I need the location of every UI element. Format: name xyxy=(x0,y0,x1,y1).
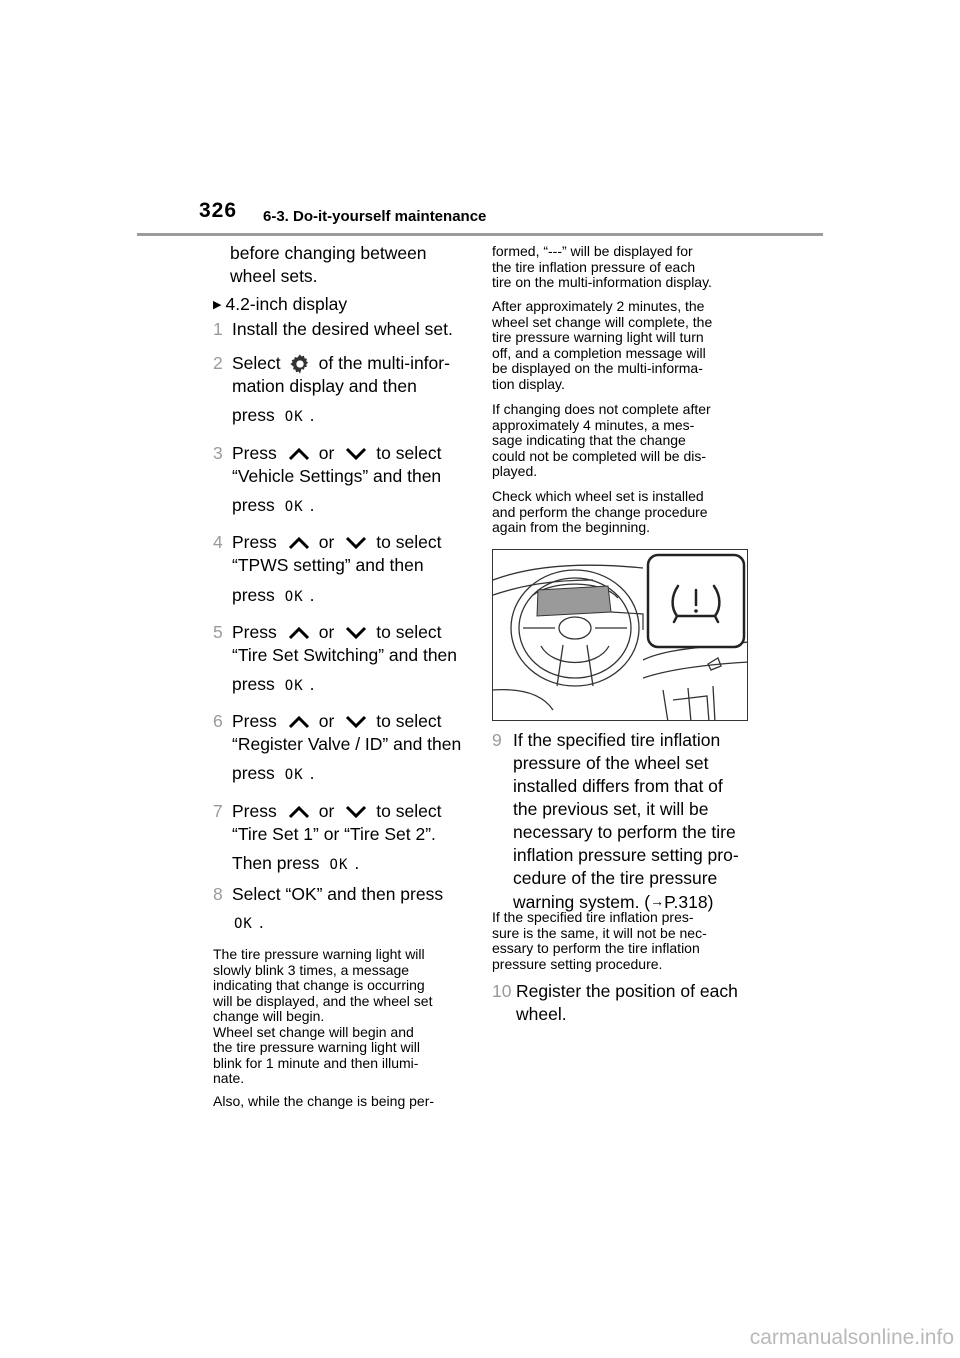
step-text: to select xyxy=(376,443,442,463)
right-para-4 xyxy=(492,489,708,536)
step-text: or xyxy=(318,532,335,552)
step-text: press xyxy=(232,495,275,515)
para-line: again from the beginning. xyxy=(492,519,650,535)
step-text: warning system. ( xyxy=(513,892,651,912)
para-line: tion display. xyxy=(492,375,565,392)
step-number: 2 xyxy=(213,353,223,373)
para-line: sure is the same, it will not be nec- xyxy=(492,924,707,941)
step-text: Then press xyxy=(232,853,320,873)
para-line: wheel set change will complete, the xyxy=(492,313,713,330)
step-text: to select xyxy=(376,622,442,642)
ok-button-icon: OK xyxy=(284,409,304,425)
step-text: press xyxy=(232,763,275,783)
ok-button-icon: OK xyxy=(284,678,304,694)
note-line: indicating that change is occurring xyxy=(213,977,425,993)
ok-button-icon: OK xyxy=(284,589,304,605)
step-text: . xyxy=(258,912,264,932)
step-text: press xyxy=(232,674,275,694)
note-line: slowly blink 3 times, a message xyxy=(213,961,410,978)
step-number: 3 xyxy=(213,443,223,463)
step-text: or xyxy=(318,711,335,731)
step-text: pressure of the wheel set xyxy=(513,753,709,773)
step-text: “TPWS setting” and then xyxy=(232,555,424,575)
step-number: 7 xyxy=(213,801,223,821)
step-text: If the specified tire inflation xyxy=(513,730,721,750)
step-text: press xyxy=(232,405,275,425)
note-line: The tire pressure warning light will xyxy=(213,946,425,962)
note-line: will be displayed, and the wheel set xyxy=(213,992,433,1009)
step-text: inflation pressure setting pro- xyxy=(513,845,739,865)
step-text: “Tire Set 1” or “Tire Set 2”. xyxy=(232,824,436,844)
header-rule xyxy=(137,233,823,236)
step-text: to select xyxy=(376,801,442,821)
para-line: After approximately 2 minutes, the xyxy=(492,298,705,314)
note-line: the tire pressure warning light will xyxy=(213,1039,420,1055)
step-text: Press xyxy=(232,801,277,821)
para-line: could not be completed will be dis- xyxy=(492,447,707,464)
step-number: 5 xyxy=(213,622,223,642)
step-text: “Register Valve / ID” and then xyxy=(232,734,462,754)
para-line: played. xyxy=(492,463,538,479)
step-text: cedure of the tire pressure xyxy=(513,868,718,888)
display-heading-text: 4.2-inch display xyxy=(225,294,348,314)
step-text: or xyxy=(318,443,335,463)
step-text: necessary to perform the tire xyxy=(513,822,736,842)
intro-line-2: wheel sets. xyxy=(230,266,318,286)
para-line: approximately 4 minutes, a mes- xyxy=(492,416,695,433)
para-line: sage indicating that the change xyxy=(492,432,686,448)
ok-button-icon: OK xyxy=(284,499,304,515)
right-para-2 xyxy=(492,299,712,392)
step-text: . xyxy=(309,674,315,694)
step-number: 8 xyxy=(213,884,223,904)
step-text: Press xyxy=(232,532,277,552)
note-line: nate. xyxy=(213,1070,245,1086)
step-text: Press xyxy=(232,711,277,731)
ok-button-icon: OK xyxy=(284,767,304,783)
note-line: blink for 1 minute and then illumi- xyxy=(213,1054,419,1071)
watermark: carmanualsonline.info xyxy=(749,1326,954,1349)
step-text: “Vehicle Settings” and then xyxy=(232,466,442,486)
step-text: Press xyxy=(232,622,277,642)
page-reference-link[interactable]: P.318) xyxy=(664,892,714,912)
step-2 xyxy=(213,352,450,375)
step-number: 10 xyxy=(492,981,512,1001)
step-text: or xyxy=(318,801,335,821)
right-para-3 xyxy=(492,402,711,480)
gear-icon xyxy=(289,353,311,375)
step-number: 4 xyxy=(213,532,223,552)
chevron-up-icon xyxy=(287,805,311,819)
step-1 xyxy=(213,318,453,341)
para-line: If changing does not complete after xyxy=(492,401,711,417)
steering-wheel-drawing xyxy=(493,550,748,721)
step-text: . xyxy=(309,405,315,425)
para-line: formed, “---” will be displayed for xyxy=(492,243,693,259)
page-number: 326 xyxy=(199,199,238,222)
chevron-down-icon xyxy=(344,805,368,819)
chevron-down-icon xyxy=(344,536,368,550)
note-line: change will begin. xyxy=(213,1008,325,1024)
step-text: Install the desired wheel set. xyxy=(232,319,453,339)
para-line: the tire inflation pressure of each xyxy=(492,258,696,275)
intro-line-1: before changing between xyxy=(230,243,427,263)
right-para-1 xyxy=(492,244,712,291)
chevron-down-icon xyxy=(344,626,368,640)
para-line: be displayed on the multi-informa- xyxy=(492,360,703,376)
step-text: . xyxy=(354,853,360,873)
ok-button-icon: OK xyxy=(329,857,349,873)
step-text: or xyxy=(318,622,335,642)
step-text: . xyxy=(309,495,315,515)
chevron-down-icon xyxy=(344,715,368,729)
section-title: 6-3. Do-it-yourself maintenance xyxy=(263,208,487,225)
step-text: mation display and then xyxy=(232,376,417,396)
step-number: 6 xyxy=(213,711,223,731)
para-line: tire on the multi-information display. xyxy=(492,274,712,290)
chevron-up-icon xyxy=(287,715,311,729)
step-number: 1 xyxy=(213,319,223,339)
step-text: “Tire Set Switching” and then xyxy=(232,645,458,665)
step-text: Select xyxy=(232,353,281,373)
para-line: essary to perform the tire inflation xyxy=(492,940,700,956)
para-line: tire pressure warning light will turn xyxy=(492,329,704,345)
step-text: installed differs from that of xyxy=(513,776,723,796)
step-text: . xyxy=(309,763,315,783)
chevron-up-icon xyxy=(287,447,311,461)
step-text: Select “OK” and then press xyxy=(232,884,444,904)
triangle-bullet-icon: ▶ xyxy=(213,299,222,311)
arrow-right-icon: → xyxy=(650,893,665,909)
para-line: pressure setting procedure. xyxy=(492,955,663,972)
right-para-5 xyxy=(492,910,707,972)
para-line: Check which wheel set is installed xyxy=(492,488,704,504)
para-line: If the specified tire inflation pres- xyxy=(492,909,694,925)
left-note xyxy=(213,947,434,1109)
chevron-up-icon xyxy=(287,536,311,550)
dashboard-illustration xyxy=(492,549,748,721)
step-text: to select xyxy=(376,711,442,731)
step-text: Register the position of each xyxy=(516,981,738,1001)
ok-button-icon: OK xyxy=(234,916,253,932)
display-heading xyxy=(213,293,347,317)
step-text: Press xyxy=(232,443,277,463)
note-line: Also, while the change is being per- xyxy=(213,1092,435,1109)
step-text: press xyxy=(232,585,275,605)
step-text: the previous set, it will be xyxy=(513,799,709,819)
note-line: Wheel set change will begin and xyxy=(213,1023,414,1040)
para-line: and perform the change procedure xyxy=(492,503,708,520)
chevron-down-icon xyxy=(344,447,368,461)
para-line: off, and a completion message will xyxy=(492,344,706,361)
step-text: wheel. xyxy=(516,1004,567,1024)
step-text: to select xyxy=(376,532,442,552)
step-number: 9 xyxy=(492,730,502,750)
step-2-press xyxy=(232,404,315,429)
step-text: of the multi-infor- xyxy=(318,353,450,373)
step-text: . xyxy=(309,585,315,605)
chevron-up-icon xyxy=(287,626,311,640)
